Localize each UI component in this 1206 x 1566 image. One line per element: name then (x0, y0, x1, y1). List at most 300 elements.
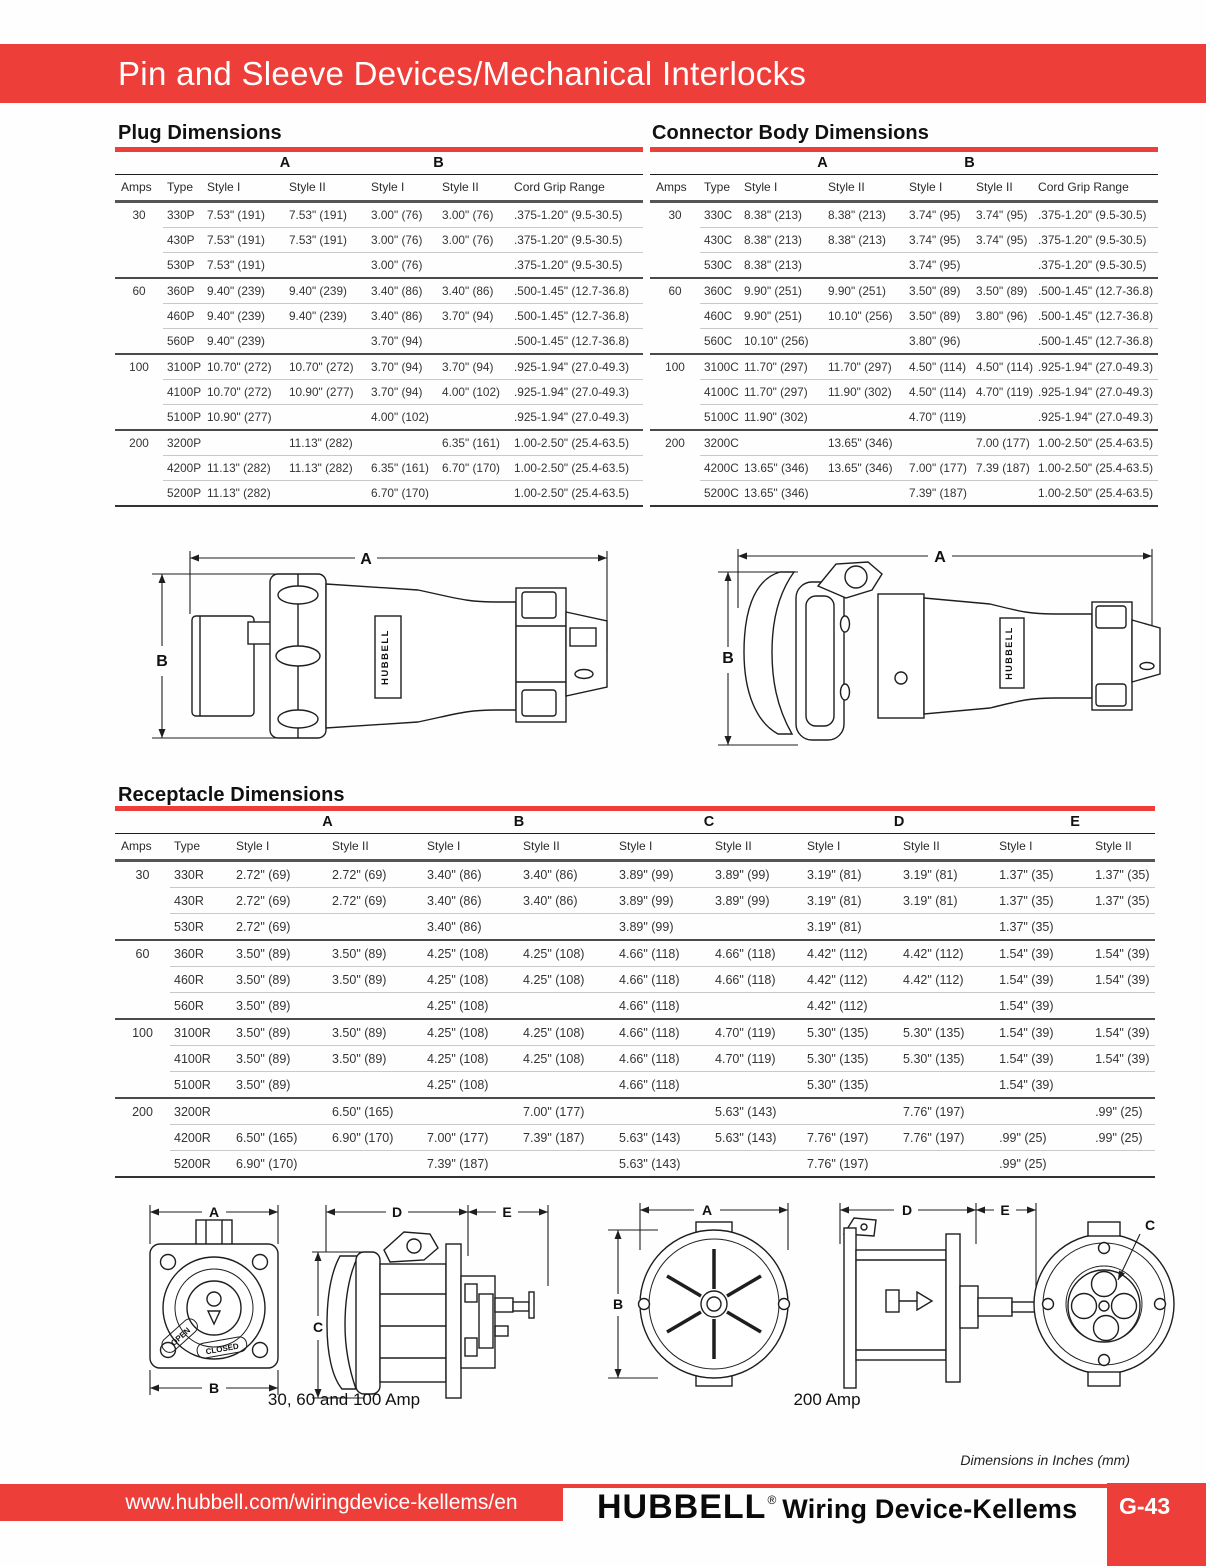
dim-label-a: A (701, 1202, 713, 1218)
value-cell: 4.42" (112) (803, 993, 899, 1020)
dim-label-e: E (502, 1204, 512, 1220)
type-cell: 360P (163, 278, 203, 304)
value-cell: 4.25" (108) (519, 940, 615, 967)
value-cell: .375-1.20" (9.5-30.5) (510, 228, 643, 253)
value-cell (824, 253, 905, 279)
value-cell: 10.90" (277) (203, 405, 285, 431)
type-cell: 4100C (700, 380, 740, 405)
plug-dimensions-table (115, 153, 643, 507)
value-cell: 4.25" (108) (423, 940, 519, 967)
amps-cell (115, 1151, 170, 1178)
type-cell: 330C (704, 208, 733, 222)
table-row (115, 405, 643, 431)
value-cell: 4.66" (118) (615, 967, 711, 993)
closed-label: CLOSED (204, 1341, 240, 1357)
column-header: Type (170, 834, 232, 861)
type-cell: 430C (700, 228, 740, 253)
value-cell: 3.50" (89) (232, 993, 328, 1020)
value-cell: 1.37" (35) (995, 888, 1091, 914)
group-header-b: B (423, 812, 615, 834)
value-cell: 5.30" (135) (803, 1072, 899, 1099)
value-cell: 5.30" (135) (899, 1046, 995, 1072)
value-cell: 3.89" (99) (615, 888, 711, 914)
type-cell: 330R (174, 867, 204, 882)
value-cell: 7.76" (197) (899, 1098, 995, 1125)
value-cell: .500-1.45" (12.7-36.8) (510, 329, 643, 355)
value-cell: 4.25" (108) (519, 967, 615, 993)
value-cell: 3.50" (89) (328, 1046, 423, 1072)
value-cell: 1.00-2.50" (25.4-63.5) (1034, 481, 1158, 507)
value-cell: 3.50" (89) (328, 940, 423, 967)
value-cell (899, 993, 995, 1020)
value-cell: 5.30" (135) (803, 1046, 899, 1072)
table-row (650, 253, 1158, 279)
value-cell: 7.76" (197) (803, 1125, 899, 1151)
column-header: Style II (899, 834, 995, 861)
value-cell: 3.00" (76) (442, 208, 494, 222)
column-header: Style I (803, 834, 899, 861)
value-cell (824, 329, 905, 355)
value-cell (615, 1098, 711, 1125)
value-cell: 3.40" (86) (523, 867, 578, 882)
value-cell (519, 914, 615, 941)
value-cell: 2.72" (69) (232, 914, 328, 941)
value-cell: 6.50" (165) (328, 1098, 423, 1125)
value-cell: 1.54" (39) (1091, 1019, 1155, 1046)
value-cell: .925-1.94" (27.0-49.3) (1034, 405, 1158, 431)
amps-cell (115, 405, 163, 431)
value-cell: 3.70" (94) (367, 354, 438, 380)
table-row (650, 354, 1158, 380)
value-cell: 3.74" (95) (972, 228, 1034, 253)
table-row (115, 380, 643, 405)
table-row (650, 405, 1158, 431)
column-header: Style II (1091, 834, 1155, 861)
value-cell: 5.63" (143) (711, 1125, 803, 1151)
group-header-b: B (367, 153, 510, 175)
value-cell: .375-1.20" (9.5-30.5) (1038, 208, 1147, 222)
value-cell: 7.76" (197) (803, 1151, 899, 1178)
type-cell: 530R (170, 914, 232, 941)
value-cell: .925-1.94" (27.0-49.3) (510, 354, 643, 380)
receptacle-dimensions-table (115, 812, 1155, 1178)
value-cell: .500-1.45" (12.7-36.8) (1034, 304, 1158, 329)
type-cell: 4200R (170, 1125, 232, 1151)
value-cell: 6.90" (170) (232, 1151, 328, 1178)
value-cell (1091, 1151, 1155, 1178)
value-cell: 3.50" (89) (232, 1019, 328, 1046)
type-cell: 560C (700, 329, 740, 355)
value-cell: 3.89" (99) (619, 867, 674, 882)
value-cell: 2.72" (69) (232, 888, 328, 914)
amps-cell (115, 481, 163, 507)
value-cell: 13.65" (346) (740, 481, 824, 507)
type-cell: 430R (170, 888, 232, 914)
type-cell: 360C (700, 278, 740, 304)
type-cell: 5200C (700, 481, 740, 507)
value-cell: 3.50" (89) (328, 1019, 423, 1046)
value-cell: 11.13" (282) (203, 481, 285, 507)
value-cell: 3.70" (94) (367, 329, 438, 355)
value-cell: 1.00-2.50" (25.4-63.5) (510, 481, 643, 507)
table-row (115, 861, 1155, 888)
table-row (115, 354, 643, 380)
value-cell: .500-1.45" (12.7-36.8) (1034, 278, 1158, 304)
value-cell (905, 430, 972, 456)
table-row (115, 1019, 1155, 1046)
value-cell: 5.30" (135) (803, 1019, 899, 1046)
value-cell: .925-1.94" (27.0-49.3) (1034, 380, 1158, 405)
value-cell: .925-1.94" (27.0-49.3) (510, 405, 643, 431)
value-cell (711, 1072, 803, 1099)
type-cell: 360R (170, 940, 232, 967)
value-cell (972, 329, 1034, 355)
table-row (115, 278, 643, 304)
value-cell: 3.74" (95) (976, 208, 1028, 222)
value-cell: 4.70" (119) (972, 380, 1034, 405)
amps-cell (115, 914, 170, 941)
value-cell (972, 481, 1034, 507)
value-cell: .375-1.20" (9.5-30.5) (514, 208, 623, 222)
value-cell: 1.54" (39) (995, 1019, 1091, 1046)
group-header-b: B (905, 153, 1034, 175)
value-cell: 1.54" (39) (1091, 1046, 1155, 1072)
table-row (115, 253, 643, 279)
type-cell: 3200R (170, 1098, 232, 1125)
value-cell (740, 430, 824, 456)
table-row (650, 304, 1158, 329)
type-cell: 460R (170, 967, 232, 993)
group-header-spacer (1034, 153, 1158, 175)
value-cell: 8.38" (213) (824, 228, 905, 253)
value-cell: 3.40" (86) (423, 914, 519, 941)
value-cell (438, 253, 510, 279)
page-title: Pin and Sleeve Devices/Mechanical Interlocks (118, 55, 807, 92)
amps-cell: 200 (115, 1098, 170, 1125)
group-header-a: A (740, 153, 905, 175)
value-cell: 3.50" (89) (232, 1072, 328, 1099)
type-cell: 560R (170, 993, 232, 1020)
value-cell: 1.54" (39) (995, 1072, 1091, 1099)
amps-cell (115, 1046, 170, 1072)
registered-mark: ® (767, 1493, 777, 1507)
amps-cell: 60 (115, 940, 170, 967)
value-cell: 3.40" (86) (423, 888, 519, 914)
value-cell (519, 1151, 615, 1178)
value-cell: 1.37" (35) (999, 867, 1054, 882)
amps-cell (115, 304, 163, 329)
dim-label-d: D (391, 1204, 403, 1220)
value-cell: 4.25" (108) (423, 1019, 519, 1046)
type-cell: 3100P (163, 354, 203, 380)
value-cell (711, 914, 803, 941)
amps-cell: 100 (115, 1019, 170, 1046)
column-header: Style I (740, 175, 824, 202)
table-row (650, 329, 1158, 355)
receptacle-30-60-100-drawing (118, 1192, 570, 1404)
value-cell (899, 1072, 995, 1099)
value-cell (972, 253, 1034, 279)
value-cell: 3.50" (89) (972, 278, 1034, 304)
value-cell: 3.40" (86) (367, 304, 438, 329)
amps-cell (115, 967, 170, 993)
table-row (650, 456, 1158, 481)
amps-cell (650, 405, 700, 431)
value-cell: 5.63" (143) (615, 1125, 711, 1151)
value-cell: 4.66" (118) (615, 940, 711, 967)
table-row (115, 304, 643, 329)
column-header: Style II (519, 834, 615, 861)
value-cell: 10.70" (272) (203, 380, 285, 405)
type-cell: 4100P (163, 380, 203, 405)
value-cell (1091, 993, 1155, 1020)
value-cell: 3.80" (96) (972, 304, 1034, 329)
column-header: Cord Grip Range (1034, 175, 1158, 202)
value-cell: 11.13" (282) (203, 456, 285, 481)
value-cell: 4.42" (112) (803, 967, 899, 993)
table-row (115, 1151, 1155, 1178)
value-cell: 3.19" (81) (807, 867, 862, 882)
value-cell: 3.50" (89) (232, 1046, 328, 1072)
amps-cell (115, 380, 163, 405)
value-cell (803, 1098, 899, 1125)
value-cell: 10.10" (256) (824, 304, 905, 329)
value-cell (995, 1098, 1091, 1125)
value-cell: 1.37" (35) (995, 914, 1091, 941)
column-header: Type (700, 175, 740, 202)
value-cell: 9.40" (239) (203, 329, 285, 355)
value-cell: 7.39 (187) (972, 456, 1034, 481)
value-cell: 3.70" (94) (438, 304, 510, 329)
value-cell: 8.38" (213) (740, 228, 824, 253)
type-cell: 5200P (163, 481, 203, 507)
table-row (650, 430, 1158, 456)
value-cell: 4.66" (118) (711, 940, 803, 967)
type-cell: 460C (700, 304, 740, 329)
value-cell (438, 405, 510, 431)
value-cell: 7.39" (187) (905, 481, 972, 507)
amps-cell (650, 253, 700, 279)
value-cell (328, 1151, 423, 1178)
value-cell: 9.90" (251) (740, 304, 824, 329)
value-cell: 3.50" (89) (232, 967, 328, 993)
value-cell: 9.90" (251) (824, 278, 905, 304)
value-cell: 6.50" (165) (232, 1125, 328, 1151)
value-cell: 3.19" (81) (899, 888, 995, 914)
heading-rule (115, 806, 1155, 811)
value-cell: .99" (25) (1091, 1125, 1155, 1151)
value-cell (1091, 1072, 1155, 1099)
value-cell: 4.50" (114) (905, 354, 972, 380)
amps-cell: 200 (650, 430, 700, 456)
value-cell: 4.70" (119) (711, 1019, 803, 1046)
value-cell: 3.89" (99) (715, 867, 770, 882)
type-cell: 530P (163, 253, 203, 279)
dim-label-a: A (208, 1204, 220, 1220)
value-cell: 2.72" (69) (332, 867, 387, 882)
value-cell: .500-1.45" (12.7-36.8) (1034, 329, 1158, 355)
amps-cell (115, 228, 163, 253)
table-row (115, 430, 643, 456)
value-cell: .375-1.20" (9.5-30.5) (510, 253, 643, 279)
amps-cell: 30 (132, 208, 146, 223)
value-cell: .500-1.45" (12.7-36.8) (510, 304, 643, 329)
value-cell: 5.63" (143) (711, 1098, 803, 1125)
value-cell: 4.66" (118) (615, 1019, 711, 1046)
amps-cell (115, 253, 163, 279)
value-cell: 4.66" (118) (711, 967, 803, 993)
value-cell: 4.70" (119) (905, 405, 972, 431)
value-cell: .375-1.20" (9.5-30.5) (1034, 228, 1158, 253)
value-cell (711, 993, 803, 1020)
value-cell: 5.30" (135) (899, 1019, 995, 1046)
dim-label-a: A (934, 549, 946, 566)
open-label: OPEN (169, 1325, 193, 1348)
value-cell: .500-1.45" (12.7-36.8) (510, 278, 643, 304)
caption-200-amp: 200 Amp (793, 1390, 861, 1409)
value-cell: 3.50" (89) (232, 940, 328, 967)
value-cell: 9.40" (239) (203, 304, 285, 329)
value-cell: 4.50" (114) (972, 354, 1034, 380)
dim-label-d: D (901, 1202, 913, 1218)
value-cell: .99" (25) (1091, 1098, 1155, 1125)
division-name: Wiring Device-Kellems (782, 1494, 1078, 1524)
footer-url-link[interactable]: www.hubbell.com/wiringdevice-kellems/en (0, 1484, 563, 1521)
group-header-a: A (203, 153, 367, 175)
group-header-d: D (803, 812, 995, 834)
hubbell-brand-mark: HUBBELL (380, 629, 391, 685)
receptacle-dimensions-heading: Receptacle Dimensions (118, 784, 345, 806)
table-row (650, 228, 1158, 253)
value-cell: 3.50" (89) (905, 278, 972, 304)
type-cell: 3200P (163, 430, 203, 456)
column-header: Style I (203, 175, 285, 202)
table-row (115, 456, 643, 481)
connector-dimensions-table (650, 153, 1158, 507)
type-cell: 330P (167, 208, 195, 222)
type-cell: 4200P (163, 456, 203, 481)
plug-dimensions-heading: Plug Dimensions (118, 122, 282, 144)
value-cell: 4.00" (102) (367, 405, 438, 431)
value-cell: 4.00" (102) (438, 380, 510, 405)
value-cell: 4.42" (112) (899, 940, 995, 967)
value-cell: 1.00-2.50" (25.4-63.5) (510, 456, 643, 481)
table-row (115, 1072, 1155, 1099)
value-cell: 8.38" (213) (744, 208, 802, 222)
value-cell: 3.40" (86) (367, 278, 438, 304)
value-cell (285, 329, 367, 355)
value-cell: 4.25" (108) (423, 967, 519, 993)
column-header: Amps (115, 834, 170, 861)
connector-side-view-drawing (700, 520, 1168, 760)
dimensions-note: Dimensions in Inches (mm) (960, 1452, 1130, 1468)
table-row (650, 481, 1158, 507)
value-cell: 3.40" (86) (519, 888, 615, 914)
column-header: Amps (115, 175, 163, 202)
column-header: Cord Grip Range (510, 175, 643, 202)
value-cell: .925-1.94" (27.0-49.3) (510, 380, 643, 405)
column-header: Type (163, 175, 203, 202)
value-cell: 4.25" (108) (519, 1046, 615, 1072)
value-cell: 1.54" (39) (995, 940, 1091, 967)
value-cell (824, 405, 905, 431)
value-cell: 3.00" (76) (367, 253, 438, 279)
value-cell: 3.80" (96) (905, 329, 972, 355)
value-cell: .99" (25) (995, 1151, 1091, 1178)
table-row (115, 228, 643, 253)
value-cell: 7.53" (191) (203, 228, 285, 253)
group-header-spacer (115, 812, 232, 834)
column-header: Style I (423, 834, 519, 861)
value-cell: 6.35" (161) (438, 430, 510, 456)
amps-cell: 30 (135, 867, 150, 882)
type-cell: 3100C (700, 354, 740, 380)
value-cell: 1.00-2.50" (25.4-63.5) (510, 430, 643, 456)
dim-label-c: C (312, 1319, 324, 1335)
value-cell (285, 481, 367, 507)
value-cell (438, 481, 510, 507)
amps-cell: 60 (650, 278, 700, 304)
table-row (115, 202, 643, 228)
type-cell: 3100R (170, 1019, 232, 1046)
value-cell (899, 914, 995, 941)
value-cell: 9.90" (251) (740, 278, 824, 304)
value-cell: 7.76" (197) (899, 1125, 995, 1151)
table-row (115, 940, 1155, 967)
value-cell: 3.89" (99) (615, 914, 711, 941)
column-header: Style II (824, 175, 905, 202)
column-header: Style II (285, 175, 367, 202)
value-cell: 3.00" (76) (371, 208, 423, 222)
value-cell: 4.66" (118) (615, 1046, 711, 1072)
table-row (650, 380, 1158, 405)
amps-cell (650, 304, 700, 329)
value-cell: 11.70" (297) (740, 380, 824, 405)
value-cell: 6.70" (170) (438, 456, 510, 481)
amps-cell (115, 888, 170, 914)
value-cell: 4.25" (108) (519, 1019, 615, 1046)
value-cell: 4.70" (119) (711, 1046, 803, 1072)
value-cell (328, 914, 423, 941)
value-cell (328, 1072, 423, 1099)
value-cell (203, 430, 285, 456)
group-header-spacer (650, 153, 740, 175)
value-cell: 8.38" (213) (740, 253, 824, 279)
amps-cell: 60 (115, 278, 163, 304)
footer-brand (597, 1488, 1077, 1527)
value-cell (285, 405, 367, 431)
type-cell: 5200R (170, 1151, 232, 1178)
value-cell: 11.13" (282) (285, 430, 367, 456)
value-cell (232, 1098, 328, 1125)
dim-label-b: B (722, 650, 734, 667)
group-header-spacer (510, 153, 643, 175)
table-row (650, 202, 1158, 228)
value-cell: 1.00-2.50" (25.4-63.5) (1034, 430, 1158, 456)
value-cell: 3.19" (81) (803, 888, 899, 914)
value-cell (285, 253, 367, 279)
table-row (115, 888, 1155, 914)
type-cell: 460P (163, 304, 203, 329)
column-header: Style I (367, 175, 438, 202)
table-row (115, 329, 643, 355)
dim-label-c: C (1144, 1217, 1156, 1233)
value-cell: 3.40" (86) (438, 278, 510, 304)
value-cell: 4.42" (112) (803, 940, 899, 967)
amps-cell: 100 (115, 354, 163, 380)
amps-cell: 30 (668, 208, 682, 223)
value-cell: 3.50" (89) (328, 967, 423, 993)
